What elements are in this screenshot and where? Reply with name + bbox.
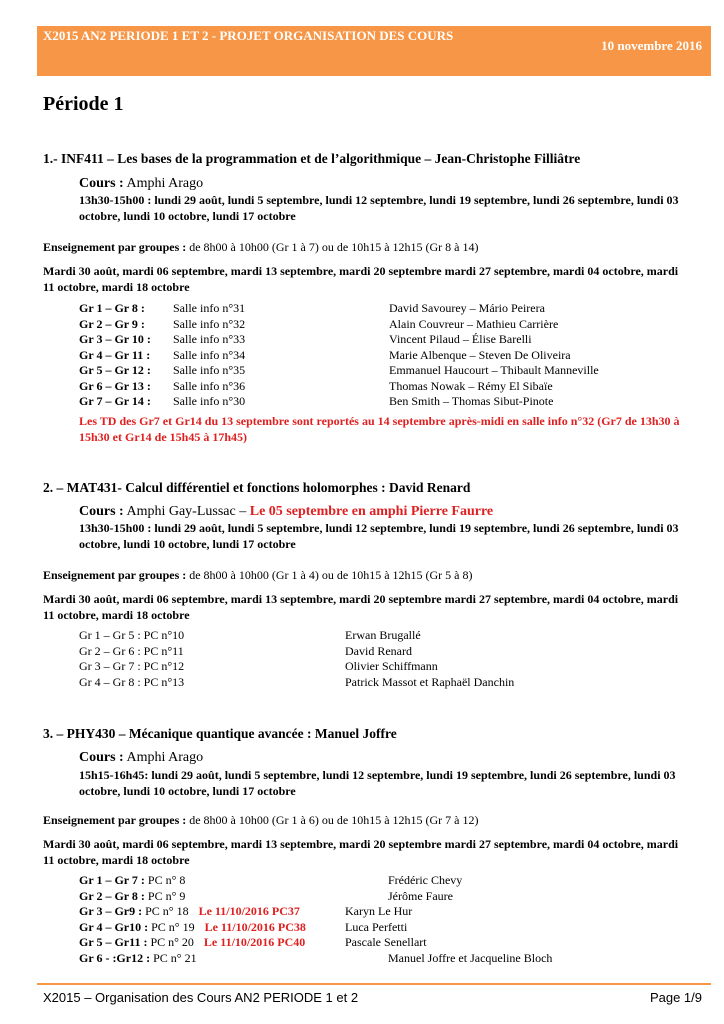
instructors: Karyn Le Hur [345, 904, 413, 918]
group-pair: Gr 4 – Gr 11 : [79, 347, 151, 362]
section-1-lecture-dates: 13h30-15h00 : lundi 29 août, lundi 5 septembre, lundi 12 septembre, lundi 19 septembre, lundi 26 septembre, lundi 03 octobre, lundi 10 octobre, lundi 17 octobre [79, 193, 679, 223]
cours-place: Amphi Arago [126, 750, 204, 765]
group-pair: Gr 5 – Gr 12 : [79, 363, 151, 377]
section-3-lecture-dates: 15h15-16h45: lundi 29 août, lundi 5 septembre, lundi 12 septembre, lundi 19 septembre, lundi 26 septembre, lundi 03 octobre, lundi 10 octobre, lundi 17 octobre [79, 768, 676, 798]
cours-label: Cours : [79, 504, 124, 519]
section-1-cours [79, 176, 203, 192]
table-row [79, 659, 514, 675]
room: PC n° 9 [147, 888, 186, 903]
section-2-td-dates: Mardi 30 août, mardi 06 septembre, mardi 13 septembre, mardi 20 septembre mardi 27 septembre, mardi 04 octobre, mardi 11 octobre, mardi 18 octobre [43, 592, 679, 622]
group-cell [79, 889, 345, 905]
section-3-td-dates: Mardi 30 août, mardi 06 septembre, mardi 13 septembre, mardi 20 septembre mardi 27 septembre, mardi 04 octobre, mardi 11 octobre, mardi 18 octobre [43, 837, 679, 867]
document-date: 10 novembre 2016 [601, 38, 702, 53]
cours-place: Amphi Gay-Lussac – [126, 504, 247, 519]
cours-change-notice: Le 05 septembre en amphi Pierre Faurre [249, 504, 494, 519]
group-pair: Gr 2 – Gr 8 : [79, 888, 145, 903]
group-cell [79, 920, 345, 936]
instructors: David Savourey – Mário Peirera [389, 301, 545, 315]
table-row [79, 935, 552, 951]
table-row [79, 920, 552, 936]
footer-text: X2015 – Organisation des Cours AN2 PERIODE 1 et 2 [43, 990, 359, 1005]
group-room: Gr 3 – Gr 7 : PC n°12 [79, 659, 185, 673]
footer-divider [37, 983, 711, 985]
instructors: Luca Perfetti [345, 919, 408, 934]
table-row [79, 394, 599, 410]
instructors: Olivier Schiffmann [345, 659, 438, 673]
group-pair: Gr 7 – Gr 14 : [79, 394, 151, 408]
group-pair: Gr 6 – Gr 13 : [79, 378, 151, 393]
section-2-cours [79, 504, 493, 520]
groups-hours: de 8h00 à 10h00 (Gr 1 à 4) ou de 10h15 à 12h15 (Gr 5 à 8) [189, 568, 473, 582]
instructors: Pascale Senellart [345, 935, 427, 949]
section-1-groups-schedule [43, 240, 479, 255]
table-row [79, 628, 514, 644]
room: Salle info n°35 [173, 363, 246, 377]
section-2-groups-table [79, 628, 514, 690]
room: PC n° 18 [145, 904, 189, 918]
section-2-lecture-dates: 13h30-15h00 : lundi 29 août, lundi 5 septembre, lundi 12 septembre, lundi 19 septembre, lundi 26 septembre, lundi 03 octobre, lundi 10 octobre, lundi 17 octobre [79, 521, 679, 551]
instructors: David Renard [345, 643, 412, 658]
instructors: Frédéric Chevy [388, 873, 463, 887]
group-room: Gr 1 – Gr 5 : PC n°10 [79, 628, 185, 642]
instructors: Alain Couvreur – Mathieu Carrière [389, 316, 559, 331]
section-1-note: Les TD des Gr7 et Gr14 du 13 septembre sont reportés au 14 septembre après-midi en salle info n°32 (Gr7 de 13h30 à 15h30 et Gr14 de 15h45 à 17h45) [79, 414, 680, 444]
groups-hours: de 8h00 à 10h00 (Gr 1 à 7) ou de 10h15 à 12h15 (Gr 8 à 14) [189, 240, 479, 254]
group-cell [79, 951, 345, 967]
group-room: Gr 4 – Gr 8 : PC n°13 [79, 674, 185, 689]
section-2-groups-schedule [43, 568, 473, 583]
instructors: Ben Smith – Thomas Sibut-Pinote [389, 394, 554, 408]
section-3-title: 3. – PHY430 – Mécanique quantique avancée : Manuel Joffre [43, 726, 397, 741]
room: PC n° 8 [147, 873, 186, 887]
room: Salle info n°34 [173, 347, 246, 362]
table-row [79, 873, 552, 889]
table-row [79, 348, 599, 364]
group-pair: Gr 1 – Gr 8 : [79, 301, 145, 315]
table-row [79, 904, 552, 920]
room-change-notice: Le 11/10/2016 PC40 [203, 935, 306, 949]
page-title: Période 1 [43, 93, 124, 115]
room: Salle info n°30 [173, 394, 246, 408]
groups-label: Enseignement par groupes : [43, 568, 187, 582]
room-change-notice: Le 11/10/2016 PC37 [198, 904, 300, 918]
group-cell [79, 904, 345, 920]
group-pair: Gr 4 – Gr10 : [79, 919, 149, 934]
page-number: Page 1/9 [649, 990, 702, 1005]
instructors: Patrick Massot et Raphaël Danchin [345, 674, 515, 689]
section-3-groups-table [79, 873, 552, 966]
instructors: Marie Albenque – Steven De Oliveira [389, 347, 571, 362]
room: PC n° 19 [151, 919, 195, 934]
document-title: X2015 AN2 PERIODE 1 ET 2 - PROJET ORGANISATION DES COURS [43, 28, 454, 43]
instructors: Vincent Pilaud – Élise Barelli [389, 332, 532, 346]
group-room: Gr 2 – Gr 6 : PC n°11 [79, 643, 184, 658]
table-row [79, 889, 552, 905]
group-pair: Gr 3 – Gr9 : [79, 904, 143, 918]
table-row [79, 317, 599, 333]
instructors: Thomas Nowak – Rémy El Sibaïe [389, 378, 553, 393]
section-1-td-dates: Mardi 30 août, mardi 06 septembre, mardi 13 septembre, mardi 20 septembre mardi 27 septembre, mardi 04 octobre, mardi 11 octobre, mardi 18 octobre [43, 264, 679, 294]
section-2-title: 2. – MAT431- Calcul différentiel et fonctions holomorphes : David Renard [43, 480, 471, 495]
instructors: Erwan Brugallé [345, 628, 421, 642]
cours-label: Cours : [79, 750, 124, 765]
room: PC n° 20 [150, 935, 194, 949]
group-pair: Gr 6 - :Gr12 : [79, 950, 151, 965]
groups-label: Enseignement par groupes : [43, 813, 187, 827]
group-cell [79, 873, 345, 889]
room: Salle info n°33 [173, 332, 246, 346]
room: PC n° 21 [153, 950, 197, 965]
room: Salle info n°31 [173, 301, 246, 315]
section-3-cours [79, 750, 203, 766]
instructors: Manuel Joffre et Jacqueline Bloch [388, 950, 553, 965]
table-row [79, 301, 599, 317]
group-cell [79, 935, 345, 951]
table-row [79, 363, 599, 379]
room-change-notice: Le 11/10/2016 PC38 [204, 919, 306, 934]
section-3-groups-schedule [43, 813, 479, 828]
table-row [79, 951, 552, 967]
instructors: Jérôme Faure [388, 888, 453, 903]
instructors: Emmanuel Haucourt – Thibault Manneville [389, 363, 599, 377]
group-pair: Gr 2 – Gr 9 : [79, 316, 145, 331]
group-pair: Gr 3 – Gr 10 : [79, 332, 151, 346]
cours-place: Amphi Arago [126, 176, 204, 191]
group-pair: Gr 5 – Gr11 : [79, 935, 148, 949]
table-row [79, 332, 599, 348]
group-pair: Gr 1 – Gr 7 : [79, 873, 145, 887]
table-row [79, 644, 514, 660]
room: Salle info n°36 [173, 378, 246, 393]
groups-label: Enseignement par groupes : [43, 240, 187, 254]
section-1-title: 1.- INF411 – Les bases de la programmation et de l’algorithmique – Jean-Christophe Filliâtre [43, 151, 581, 166]
cours-label: Cours : [79, 176, 124, 191]
table-row [79, 379, 599, 395]
table-row [79, 675, 514, 691]
room: Salle info n°32 [173, 316, 246, 331]
groups-hours: de 8h00 à 10h00 (Gr 1 à 6) ou de 10h15 à 12h15 (Gr 7 à 12) [189, 813, 479, 827]
section-1-groups-table [79, 301, 599, 410]
